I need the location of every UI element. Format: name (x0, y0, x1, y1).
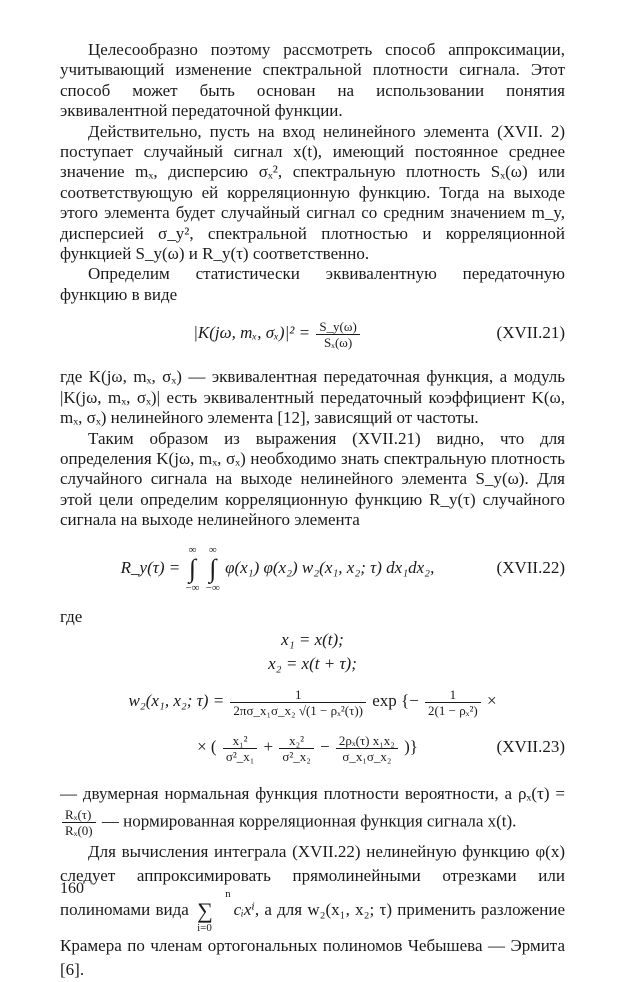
eq23-minus: − (320, 736, 330, 756)
page-body (60, 40, 565, 982)
eq22-number: (XVII.22) (496, 557, 565, 577)
eq23-b-num: x₂² (279, 733, 313, 749)
sum-term: cᵢxⁱ (233, 899, 255, 919)
eq21-lhs: |K(jω, mₓ, σₓ)|² = (193, 323, 311, 343)
equation-xvii-21 (60, 311, 565, 357)
eq23-close: )} (404, 736, 418, 756)
eq23-term-a (223, 733, 257, 764)
paragraph-intro: Целесообразно поэтому рассмотреть способ аппроксимации, учитывающий изменение спектральной плотности сигнала. Этот способ может быть основан на использовании понятия эквивалентной передаточной функции. (60, 40, 565, 121)
eq23-lhs: w₂(x₁, x₂; τ) = (128, 690, 225, 710)
rho-den: Rₓ(0) (65, 822, 93, 838)
sum-upper: n (225, 887, 231, 900)
eq23-b-den: σ²_x₂ (282, 748, 311, 764)
eq23-f1-den: 2πσ_x₁σ_x₂ √(1 − ρₓ²(τ)) (233, 702, 363, 718)
x2-text: x₂ = x(t + τ); (268, 653, 357, 673)
eq23-c-den: σ_x₁σ_x₂ (342, 748, 392, 764)
p7-part-b: , а для w₂(x₁, x₂; τ) применить разложение Крамера по членам ортогональных полиномов Чебышева — Эрмита [6]. (60, 899, 566, 979)
int-lower-1: −∞ (185, 581, 200, 594)
int-upper-1: ∞ (188, 543, 197, 556)
eq23-exp: exp {− (372, 690, 419, 710)
int-upper-2: ∞ (208, 543, 217, 556)
eq23-plus: + (263, 736, 274, 756)
eq23-term-c (336, 733, 398, 764)
eq23-a-num: x₁² (223, 733, 257, 749)
definition-x2 (60, 653, 565, 675)
equation-xvii-23-line2 (60, 723, 565, 773)
paragraph-define-function: Определим статистически эквивалентную передаточную функцию в виде (60, 264, 565, 304)
eq23-fraction-2 (425, 687, 481, 718)
eq22-lhs: R_y(τ) = (120, 557, 181, 577)
eq21-number: (XVII.21) (496, 323, 565, 343)
eq23-a-den: σ²_x₁ (225, 748, 255, 764)
rho-fraction (62, 807, 96, 838)
eq21-fraction (316, 319, 359, 350)
paragraph-input-signal: Действительно, пусть на вход нелинейного элемента (XVII. 2) поступает случайный сигнал x(t), имеющий постоянное среднее значение mₓ, дисперсию σₓ², спектральную плотность Sₓ(ω) или соответствующую ей корреляционную функцию. Тогда на выходе этого элемента будет случайный сигнал со средним значением m_y, дисперсией σ_y², спектральной плотностью и корреляционной функцией S_y(ω) и R_y(τ) соответственно. (60, 121, 565, 264)
integral-outer: ∞ ∫ −∞ (185, 543, 200, 594)
eq23-f2-den: 2(1 − ρₓ²) (428, 702, 478, 718)
equation-xvii-22 (60, 539, 565, 597)
definition-x1 (60, 629, 565, 651)
eq23-f1-num: 1 (230, 687, 366, 703)
eq23-times: × (486, 690, 497, 710)
eq23-number: (XVII.23) (496, 736, 565, 756)
eq23-c-num: 2ρₓ(τ) x₁x₂ (336, 733, 398, 749)
page-number: 160 (60, 880, 84, 897)
p7-part-a: Для вычисления интеграла (XVII.22) нелинейную функцию φ(x) следует аппроксимировать прямолинейными отрезками или полиномами вида (60, 841, 565, 919)
eq21-denominator: Sₓ(ω) (323, 334, 353, 350)
eq21-numerator: S_y(ω) (316, 319, 359, 335)
int-lower-2: −∞ (205, 581, 220, 594)
eq23-fraction-1 (230, 687, 366, 718)
integral-inner: ∞ ∫ −∞ (205, 543, 220, 594)
paragraph-transfer-definition: где K(jω, mₓ, σₓ) — эквивалентная передаточная функция, а модуль |K(jω, mₓ, σₓ)| есть эквивалентный передаточный коэффициент K(ω, mₓ, σₓ) нелинейного элемента [12], зависящий от частоты. (60, 367, 565, 428)
p6-part-b: — нормированная корреляционная функция сигнала x(t). (101, 811, 517, 831)
p6-part-a: — двумерная нормальная функция плотности вероятности, а ρₓ(τ) = (60, 783, 565, 803)
equation-xvii-23-line1 (60, 679, 565, 723)
eq23-f2-num: 1 (425, 687, 481, 703)
paragraph-normal-density (60, 781, 565, 838)
x1-text: x₁ = x(t); (281, 629, 344, 649)
paragraph-correlation: Таким образом из выражения (XVII.21) видно, что для определения K(jω, mₓ, σₓ) необходимо знать спектральную плотность случайного сигнала на выходе нелинейного элемента S_y(ω). Для этой цели определим корреляционную функцию R_y(τ) случайного сигнала на выходе нелинейного элемента (60, 428, 565, 530)
eq22-rhs: φ(x₁) φ(x₂) w₂(x₁, x₂; τ) dx₁dx₂, (225, 557, 435, 577)
sum-lower: i=0 (197, 921, 212, 934)
word-gde: где (60, 606, 83, 626)
eq23-term-b (279, 733, 313, 764)
rho-num: Rₓ(τ) (62, 807, 96, 823)
paragraph-approximation (60, 840, 565, 982)
sum-expression (197, 888, 231, 934)
eq23-open: × ( (197, 736, 217, 756)
sum-symbol: ∑ (197, 897, 213, 923)
